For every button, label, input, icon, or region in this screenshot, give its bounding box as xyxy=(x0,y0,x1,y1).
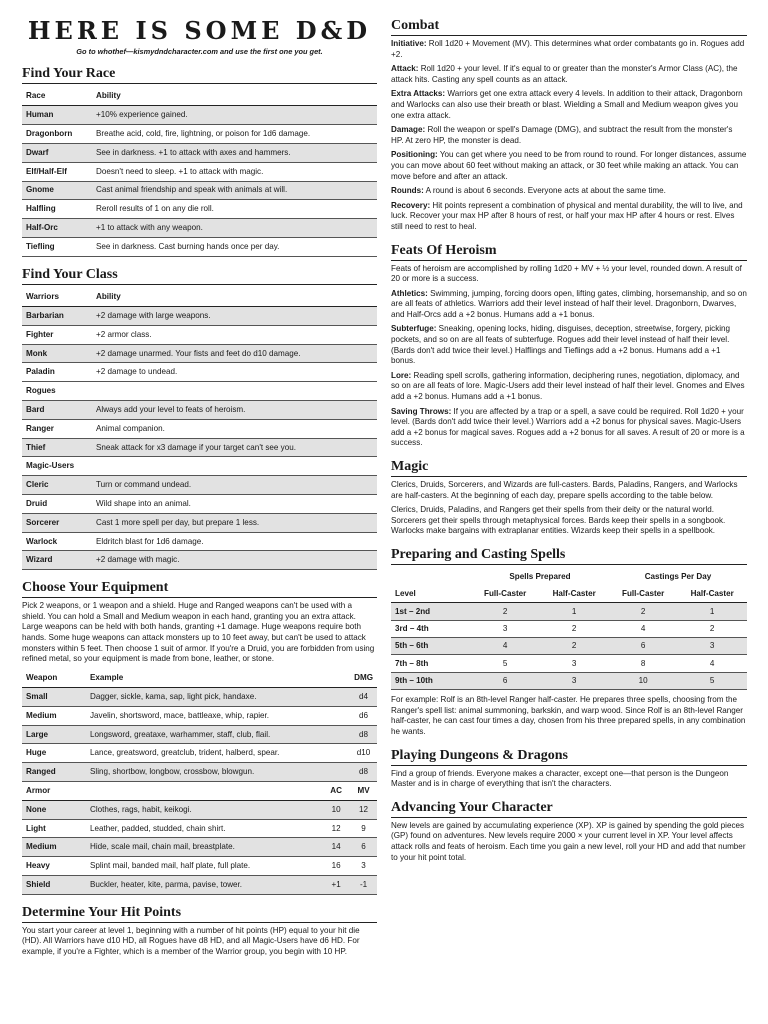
race-name: Human xyxy=(22,106,92,125)
cell-value: 3 xyxy=(539,672,609,689)
class-table xyxy=(22,288,377,570)
magic-text-1: Clerics, Druids, Sorcerers, and Wizards are full-casters. Bards, Paladins, Rangers, and Warlocks are half-casters. At the beginning of each day, prepare spells according to the table below. xyxy=(391,480,738,500)
spell-level: 9th – 10th xyxy=(391,672,471,689)
weapon-dmg: d8 xyxy=(350,725,377,744)
feat-text: Reading spell scrolls, gathering information, deciphering runes, negotiation, diplomacy, and so on are all feats of lore. Magic-Users add their level instead of half their level. Gnomes and Elves add a +2 bonus. Humans add a +1 bonus. xyxy=(391,370,745,402)
class-ability: Cast 1 more spell per day, but prepare 1 less. xyxy=(92,513,377,532)
class-name: Warlock xyxy=(22,532,92,551)
spell-level: 3rd – 4th xyxy=(391,620,471,637)
table-row xyxy=(22,800,377,819)
cell-value: 3 xyxy=(471,620,539,637)
ac-col-header: AC xyxy=(322,782,350,801)
playing-heading: Playing Dungeons & Dragons xyxy=(391,748,747,766)
table-row xyxy=(22,400,377,419)
table-row xyxy=(22,143,377,162)
advancing-text: New levels are gained by accumulating experience (XP). XP is gained by spending the gold pieces (GP) found on adventures. New levels require 2000 × your current level in XP. Your level affects attack rolls and feats of heroism. Each time you gain a new level, roll your HD and add that number to your hit point total. xyxy=(391,820,746,862)
combat-label: Initiative: xyxy=(391,39,427,48)
armor-example: Splint mail, banded mail, half plate, full plate. xyxy=(86,857,322,876)
weapon-size: Medium xyxy=(22,706,86,725)
weapon-dmg: d6 xyxy=(350,706,377,725)
race-name: Gnome xyxy=(22,181,92,200)
table-row xyxy=(22,494,377,513)
feats-intro: Feats of heroism are accomplished by rolling 1d20 + MV + ½ your level, rounded down. A result of 20 or more is a success. xyxy=(391,263,742,284)
table-row xyxy=(22,688,377,707)
combat-item xyxy=(391,125,747,146)
cell-value: 2 xyxy=(539,638,609,655)
class-name: Druid xyxy=(22,494,92,513)
full-caster-col-header: Full-Caster xyxy=(471,585,539,602)
race-table xyxy=(22,87,377,257)
race-ability: See in darkness. Cast burning hands once per day. xyxy=(92,237,377,256)
class-ability: +2 damage unarmed. Your fists and feet do d10 damage. xyxy=(92,344,377,363)
table-row xyxy=(22,200,377,219)
feat-text: Swimming, jumping, forcing doors open, lifting gates, climbing, horsemanship, and so on are all feats of athletics. Warriors add their level instead of half their level. Dragonborn, Dwarves, and Half-Orcs add a +2 bonus. Humans add a +1 bonus. xyxy=(391,288,747,319)
armor-type: Light xyxy=(22,819,86,838)
table-row xyxy=(22,106,377,125)
weapon-example: Sling, shortbow, longbow, crossbow, blowgun. xyxy=(86,763,322,782)
cell-value: 3 xyxy=(539,655,609,672)
spell-level: 7th – 8th xyxy=(391,655,471,672)
class-group-row xyxy=(22,457,377,476)
armor-example: Clothes, rags, habit, keikogi. xyxy=(86,800,322,819)
armor-type: Medium xyxy=(22,838,86,857)
playing-text: Find a group of friends. Everyone makes a character, except one—that person is the Dungeon Master and is in charge of everything that isn't the characters. xyxy=(391,768,729,789)
page-subtitle: Go to whothef—kismydndcharacter.com and use the first one you get. xyxy=(76,47,323,56)
combat-item xyxy=(391,186,747,197)
class-heading: Find Your Class xyxy=(22,267,377,285)
equipment-heading: Choose Your Equipment xyxy=(22,580,377,598)
cell-value: 6 xyxy=(471,672,539,689)
race-name: Dragonborn xyxy=(22,125,92,144)
page-title: HERE IS SOME D&D xyxy=(27,16,372,45)
magic-text-2: Clerics, Druids, Paladins, and Rangers get their spells from their deity or the natural world. Sorcerers get their spells through metaphysical forces. Bards keep their spells in a songbook. Warlocks make bargains with extraplanar entities. Wizards keep their spells in a spellbook. xyxy=(391,505,726,536)
ability-col-header: Ability xyxy=(92,87,377,106)
table-row xyxy=(22,181,377,200)
combat-item xyxy=(391,150,747,182)
race-ability: +1 to attack with any weapon. xyxy=(92,219,377,238)
spells-example: For example: Rolf is an 8th-level Ranger half-caster. He prepares three spells, choosing from the Ranger's spell list: animal summoning, barkskin, and warp wood. Since Rolf is an 8th-level Ranger half-caster, he can cast four times a day, chosen from his three prepared spells, in any combination he wants. xyxy=(391,695,746,736)
class-ability: Wild shape into an animal. xyxy=(92,494,377,513)
weapon-dmg: d10 xyxy=(350,744,377,763)
table-row xyxy=(22,476,377,495)
cell-value: 3 xyxy=(677,638,747,655)
weapon-blank xyxy=(322,725,350,744)
weapon-table-header xyxy=(22,669,377,688)
combat-label: Rounds: xyxy=(391,186,424,196)
armor-example: Buckler, heater, kite, parma, pavise, tower. xyxy=(86,875,322,894)
table-row xyxy=(391,620,747,637)
class-name: Ranger xyxy=(22,419,92,438)
weapon-example: Javelin, shortsword, mace, battleaxe, whip, rapier. xyxy=(86,706,322,725)
weapon-col-header: Weapon xyxy=(22,669,86,688)
ability-col-header: Ability xyxy=(92,288,377,307)
table-row xyxy=(22,725,377,744)
combat-item xyxy=(391,64,747,85)
left-column xyxy=(22,0,377,962)
table-row xyxy=(22,838,377,857)
weapon-size: Small xyxy=(22,688,86,707)
race-ability: Cast animal friendship and speak with animals at will. xyxy=(92,181,377,200)
race-col-header: Race xyxy=(22,87,92,106)
class-name: Fighter xyxy=(22,325,92,344)
class-group-blank xyxy=(92,457,377,476)
table-row xyxy=(22,162,377,181)
table-row xyxy=(391,672,747,689)
feat-item xyxy=(391,289,747,321)
combat-label: Positioning: xyxy=(391,150,438,160)
race-name: Dwarf xyxy=(22,143,92,162)
table-row xyxy=(391,603,747,620)
half-caster-col-header: Half-Caster xyxy=(677,585,747,602)
spells-group-header xyxy=(391,568,747,585)
cell-value: 1 xyxy=(539,603,609,620)
armor-mv: 6 xyxy=(350,838,377,857)
spells-prepared-header: Spells Prepared xyxy=(509,571,571,581)
weapon-size: Large xyxy=(22,725,86,744)
table-row xyxy=(22,363,377,382)
class-name: Cleric xyxy=(22,476,92,495)
combat-text: Roll the weapon or spell's Damage (DMG), and subtract the result from the monster's HP. At zero HP, the monster is dead. xyxy=(391,125,733,145)
combat-text: A round is about 6 seconds. Everyone acts at about the same time. xyxy=(425,186,666,196)
armor-table-header xyxy=(22,782,377,801)
weapon-example: Longsword, greataxe, warhammer, staff, club, flail. xyxy=(86,725,322,744)
spell-level: 5th – 6th xyxy=(391,638,471,655)
table-row xyxy=(22,875,377,894)
class-name: Bard xyxy=(22,400,92,419)
full-caster-col-header: Full-Caster xyxy=(609,585,677,602)
combat-item xyxy=(391,89,747,121)
class-name: Monk xyxy=(22,344,92,363)
spell-level: 1st – 2nd xyxy=(391,603,471,620)
class-ability: +2 armor class. xyxy=(92,325,377,344)
combat-text: Roll 1d20 + your level. If it's equal to or greater than the monster's Armor Class (AC), the attack hits. Casting any spell counts as an attack. xyxy=(391,64,738,84)
class-name: Thief xyxy=(22,438,92,457)
table-row xyxy=(22,744,377,763)
combat-text: Hit points represent a combination of physical and mental durability, the will to live, and luck. Recover your max HP after 8 hours of rest, or half your max HP after 4 hours or rest. Elves still need to rest to heal. xyxy=(391,200,743,231)
class-ability: +2 damage with magic. xyxy=(92,551,377,570)
combat-label: Attack: xyxy=(391,64,419,74)
armor-ac: 16 xyxy=(322,857,350,876)
cell-value: 4 xyxy=(471,638,539,655)
class-group-row xyxy=(22,382,377,401)
cell-value: 2 xyxy=(539,620,609,637)
feat-label: Lore: xyxy=(391,370,412,380)
class-name: Sorcerer xyxy=(22,513,92,532)
spells-group-blank xyxy=(391,568,471,585)
combat-item xyxy=(391,201,747,233)
weapon-blank xyxy=(322,688,350,707)
class-ability: +2 damage to undead. xyxy=(92,363,377,382)
weapon-blank xyxy=(322,744,350,763)
class-ability: Sneak attack for x3 damage if your target can't see you. xyxy=(92,438,377,457)
weapon-size: Ranged xyxy=(22,763,86,782)
cell-value: 10 xyxy=(609,672,677,689)
table-row xyxy=(22,513,377,532)
combat-text: Roll 1d20 + Movement (MV). This determines what order combatants go in. Rogues add +2. xyxy=(391,39,745,59)
table-row xyxy=(391,638,747,655)
equipment-text: Pick 2 weapons, or 1 weapon and a shield. Huge and Ranged weapons can't be used with a shield. You can hold a Small and Medium weapon in each hand, granting you an extra attack. Large weapons can be held with both hands, granting +1 damage. Huge weapons require both hands. Some huge weapons can attack monsters up to 10 feet away, but can't be used to attack monsters within 5 feet. Then choose 1 suit of armor. If you're a Druid, you are forbidden from using refined metal, so your equipment is made from bone, leather, or stone. xyxy=(22,601,375,664)
combat-heading: Combat xyxy=(391,18,747,36)
armor-blank-header xyxy=(86,782,322,801)
race-ability: See in darkness. +1 to attack with axes and hammers. xyxy=(92,143,377,162)
armor-type: None xyxy=(22,800,86,819)
blank-col-header xyxy=(322,669,350,688)
cell-value: 8 xyxy=(609,655,677,672)
race-ability: Breathe acid, cold, fire, lightning, or poison for 1d6 damage. xyxy=(92,125,377,144)
advancing-heading: Advancing Your Character xyxy=(391,800,747,818)
feat-label: Saving Throws: xyxy=(391,406,452,416)
feat-item xyxy=(391,324,747,366)
half-caster-col-header: Half-Caster xyxy=(539,585,609,602)
class-name: Paladin xyxy=(22,363,92,382)
race-name: Elf/Half-Elf xyxy=(22,162,92,181)
weapon-dmg: d8 xyxy=(350,763,377,782)
feats-heading: Feats Of Heroism xyxy=(391,243,747,261)
table-row xyxy=(22,219,377,238)
armor-mv: 3 xyxy=(350,857,377,876)
armor-col-header: Armor xyxy=(22,782,86,801)
class-ability: Animal companion. xyxy=(92,419,377,438)
armor-mv: 12 xyxy=(350,800,377,819)
combat-text: You can get where you need to be from round to round. For longer distances, assume you can move about 60 feet without making an attack, or 30 feet while making an attack. You can move before and after an attack. xyxy=(391,150,747,181)
class-ability: Always add your level to feats of heroism. xyxy=(92,400,377,419)
armor-mv: 9 xyxy=(350,819,377,838)
combat-label: Extra Attacks: xyxy=(391,89,446,99)
table-row xyxy=(22,237,377,256)
equipment-table xyxy=(22,669,377,895)
feat-item xyxy=(391,371,747,403)
class-ability: Turn or command undead. xyxy=(92,476,377,495)
dmg-col-header: DMG xyxy=(350,669,377,688)
spells-heading: Preparing and Casting Spells xyxy=(391,547,747,565)
feat-label: Subterfuge: xyxy=(391,324,437,334)
class-group-name: Magic-Users xyxy=(22,457,92,476)
hitpoints-text: You start your career at level 1, beginning with a number of hit points (HP) equal to your hit die (HD). All Warriors have d10 HD, all Rogues have d8 HD, and all Magic-Users have d6 HD. For example, if you're a Fighter, which is a member of the Warrior group, you begin with 10 HP. xyxy=(22,925,360,956)
feat-label: Athletics: xyxy=(391,288,428,298)
class-group-blank xyxy=(92,382,377,401)
spells-table xyxy=(391,568,747,690)
weapon-example: Lance, greatsword, greatclub, trident, halberd, spear. xyxy=(86,744,322,763)
table-row xyxy=(22,857,377,876)
weapon-blank xyxy=(322,763,350,782)
class-group-name: Rogues xyxy=(22,382,92,401)
race-ability: Doesn't need to sleep. +1 to attack with magic. xyxy=(92,162,377,181)
combat-item xyxy=(391,39,747,60)
feat-item xyxy=(391,407,747,449)
armor-type: Heavy xyxy=(22,857,86,876)
cell-value: 4 xyxy=(609,620,677,637)
armor-type: Shield xyxy=(22,875,86,894)
table-row xyxy=(22,763,377,782)
table-row xyxy=(22,551,377,570)
table-row xyxy=(22,125,377,144)
cell-value: 5 xyxy=(471,655,539,672)
mv-col-header: MV xyxy=(350,782,377,801)
table-row xyxy=(22,438,377,457)
spells-col-header-row xyxy=(391,585,747,602)
cell-value: 4 xyxy=(677,655,747,672)
cell-value: 1 xyxy=(677,603,747,620)
class-name: Wizard xyxy=(22,551,92,570)
combat-label: Damage: xyxy=(391,125,426,135)
armor-ac: +1 xyxy=(322,875,350,894)
weapon-example: Dagger, sickle, kama, sap, light pick, handaxe. xyxy=(86,688,322,707)
table-row xyxy=(22,819,377,838)
cell-value: 6 xyxy=(609,638,677,655)
cell-value: 2 xyxy=(677,620,747,637)
weapon-dmg: d4 xyxy=(350,688,377,707)
race-name: Half-Orc xyxy=(22,219,92,238)
level-col-header: Level xyxy=(391,585,471,602)
table-row xyxy=(22,325,377,344)
armor-ac: 14 xyxy=(322,838,350,857)
cell-value: 2 xyxy=(609,603,677,620)
race-table-header xyxy=(22,87,377,106)
class-ability: +2 damage with large weapons. xyxy=(92,307,377,326)
example-col-header: Example xyxy=(86,669,322,688)
table-row xyxy=(22,532,377,551)
class-table-header xyxy=(22,288,377,307)
table-row xyxy=(391,655,747,672)
race-ability: Reroll results of 1 on any die roll. xyxy=(92,200,377,219)
combat-label: Recovery: xyxy=(391,200,431,210)
castings-per-day-header: Castings Per Day xyxy=(644,571,712,581)
race-name: Halfling xyxy=(22,200,92,219)
cell-value: 2 xyxy=(471,603,539,620)
armor-ac: 12 xyxy=(322,819,350,838)
table-row xyxy=(22,307,377,326)
armor-example: Hide, scale mail, chain mail, breastplate. xyxy=(86,838,322,857)
armor-ac: 10 xyxy=(322,800,350,819)
right-column xyxy=(391,0,747,867)
table-row xyxy=(22,419,377,438)
weapon-size: Huge xyxy=(22,744,86,763)
combat-text: Warriors get one extra attack every 4 levels. In addition to their attack, Dragonborn and Warlocks can also use their breath or blast. Wielding a Small and Medium weapon gives you one extra attack. xyxy=(391,89,743,120)
race-ability: +10% experience gained. xyxy=(92,106,377,125)
class-ability: Eldritch blast for 1d6 damage. xyxy=(92,532,377,551)
warriors-group-header: Warriors xyxy=(22,288,92,307)
armor-example: Leather, padded, studded, chain shirt. xyxy=(86,819,322,838)
cell-value: 5 xyxy=(677,672,747,689)
hitpoints-heading: Determine Your Hit Points xyxy=(22,905,377,923)
class-name: Barbarian xyxy=(22,307,92,326)
race-name: Tiefling xyxy=(22,237,92,256)
magic-heading: Magic xyxy=(391,459,747,477)
armor-mv: -1 xyxy=(350,875,377,894)
table-row xyxy=(22,706,377,725)
race-heading: Find Your Race xyxy=(22,66,377,84)
feat-text: Sneaking, opening locks, hiding, disguises, deception, streetwise, forgery, picking pockets, and so on are all feats of subterfuge. Rogues add their level instead of half their level. (Bards don't add twice their level.) Halflings and Tieflings add a +2 bonus. Humans add a +1 bonus. xyxy=(391,324,731,366)
weapon-blank xyxy=(322,706,350,725)
feat-text: If you are affected by a trap or a spell, a save could be required. Roll 1d20 + your level. (Bards don't add twice their level.) Warriors add a +2 bonus for physical saves. Magic-Users add a +2 bonus for magical saves. Rogues add a +2 bonus for all saves. A result of 20 or more is a success. xyxy=(391,406,745,448)
table-row xyxy=(22,344,377,363)
